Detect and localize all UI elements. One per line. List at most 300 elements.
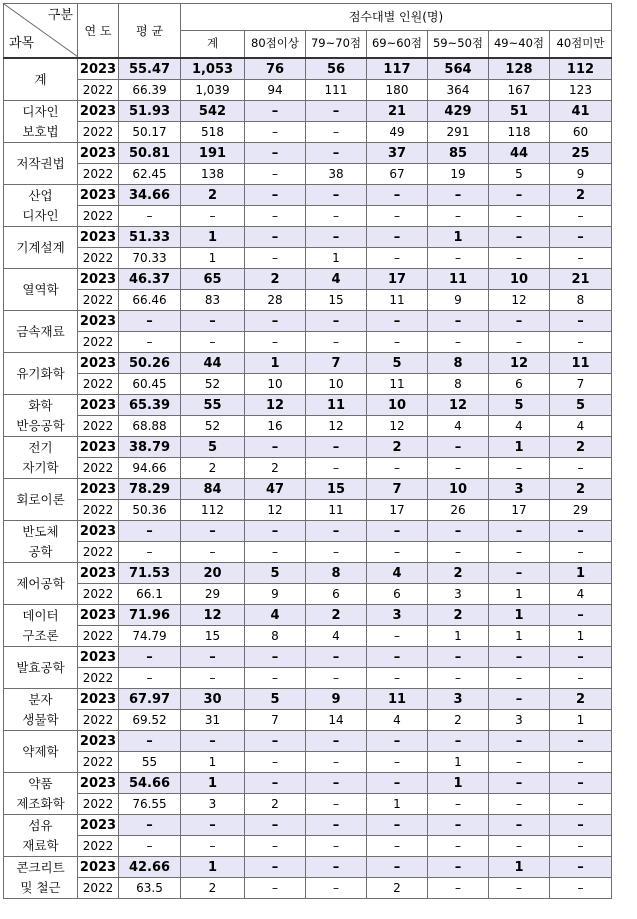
count-cell: – (306, 647, 367, 668)
count-cell: 12 (245, 500, 306, 521)
year-cell: 2023 (78, 773, 119, 794)
count-cell: 8 (428, 353, 489, 374)
count-cell: – (489, 731, 550, 752)
average-cell: 94.66 (119, 458, 181, 479)
year-cell: 2022 (78, 248, 119, 269)
count-cell: – (550, 458, 612, 479)
count-cell: 117 (367, 58, 428, 80)
count-cell: – (428, 332, 489, 353)
count-cell: 56 (306, 58, 367, 80)
count-cell: – (306, 332, 367, 353)
count-cell: 1 (489, 857, 550, 878)
year-cell: 2022 (78, 752, 119, 773)
average-cell: 60.45 (119, 374, 181, 395)
count-cell: 1 (489, 437, 550, 458)
count-cell: 51 (489, 101, 550, 122)
count-cell: 128 (489, 58, 550, 80)
count-cell: 1 (428, 752, 489, 773)
year-cell: 2022 (78, 794, 119, 815)
year-cell: 2023 (78, 227, 119, 248)
count-cell: – (367, 752, 428, 773)
count-cell: – (306, 542, 367, 563)
count-cell: – (245, 647, 306, 668)
average-cell: 71.96 (119, 605, 181, 626)
average-cell: 55.47 (119, 58, 181, 80)
count-cell: 47 (245, 479, 306, 500)
count-cell: – (428, 248, 489, 269)
count-cell: 11 (367, 689, 428, 710)
average-cell: 76.55 (119, 794, 181, 815)
subject-cell (4, 479, 78, 521)
subject-cell (4, 521, 78, 563)
count-cell: 542 (181, 101, 245, 122)
average-cell: – (119, 668, 181, 689)
count-cell: – (306, 836, 367, 857)
count-cell: – (550, 647, 612, 668)
subject-name: 전기 (28, 439, 53, 455)
count-cell: – (245, 248, 306, 269)
table-row (4, 626, 612, 647)
subject-cell (4, 773, 78, 815)
count-cell: – (489, 332, 550, 353)
count-cell: 2 (428, 710, 489, 731)
count-cell: 1,039 (181, 80, 245, 101)
count-cell: 1 (306, 248, 367, 269)
count-cell: – (428, 668, 489, 689)
count-cell: 1 (550, 563, 612, 584)
count-cell: 1 (181, 248, 245, 269)
table-row (4, 584, 612, 605)
count-cell: 30 (181, 689, 245, 710)
count-cell: 1 (489, 584, 550, 605)
count-cell: – (489, 458, 550, 479)
table-row (4, 269, 612, 290)
count-cell: – (550, 206, 612, 227)
count-cell: – (306, 101, 367, 122)
subject-cell (4, 269, 78, 311)
count-cell: 1 (181, 227, 245, 248)
average-cell: 50.36 (119, 500, 181, 521)
year-cell: 2023 (78, 101, 119, 122)
year-cell: 2022 (78, 122, 119, 143)
count-cell: – (367, 542, 428, 563)
count-cell: – (367, 521, 428, 542)
count-cell: – (367, 458, 428, 479)
average-cell: 51.33 (119, 227, 181, 248)
average-cell: 62.45 (119, 164, 181, 185)
subject-name: 반응공학 (16, 417, 65, 433)
count-cell: – (306, 143, 367, 164)
count-cell: – (428, 206, 489, 227)
count-cell: 29 (550, 500, 612, 521)
count-cell: – (428, 458, 489, 479)
subject-cell (4, 311, 78, 353)
count-cell: 10 (428, 479, 489, 500)
count-cell: 1 (367, 794, 428, 815)
count-cell: 1 (428, 626, 489, 647)
subject-name: 화학 (28, 397, 53, 413)
subject-name: 저작권법 (16, 155, 65, 171)
count-cell: 44 (181, 353, 245, 374)
count-cell: 12 (489, 353, 550, 374)
year-cell: 2023 (78, 353, 119, 374)
count-cell: – (367, 668, 428, 689)
table-row (4, 416, 612, 437)
average-cell: – (119, 815, 181, 836)
table-row (4, 563, 612, 584)
count-cell: 4 (245, 605, 306, 626)
count-cell: – (550, 521, 612, 542)
count-cell: – (245, 752, 306, 773)
count-cell: 19 (428, 164, 489, 185)
average-cell: 55 (119, 752, 181, 773)
count-cell: – (306, 752, 367, 773)
year-cell: 2023 (78, 689, 119, 710)
subject-name: 약품 (28, 775, 53, 791)
count-cell: 8 (550, 290, 612, 311)
count-cell: 14 (306, 710, 367, 731)
average-cell: 46.37 (119, 269, 181, 290)
count-cell: – (245, 206, 306, 227)
count-cell: 17 (367, 500, 428, 521)
count-cell: 15 (306, 479, 367, 500)
subject-cell (4, 227, 78, 269)
count-cell: 21 (367, 101, 428, 122)
header-col-0: 계 (181, 31, 245, 59)
count-cell: 2 (181, 185, 245, 206)
count-cell: 180 (367, 80, 428, 101)
count-cell: – (550, 311, 612, 332)
count-cell: – (306, 437, 367, 458)
table-row (4, 58, 612, 80)
count-cell: – (428, 857, 489, 878)
count-cell: – (428, 311, 489, 332)
count-cell: 191 (181, 143, 245, 164)
count-cell: 17 (489, 500, 550, 521)
count-cell: – (489, 206, 550, 227)
table-row (4, 836, 612, 857)
year-cell: 2022 (78, 80, 119, 101)
year-cell: 2022 (78, 416, 119, 437)
count-cell: 11 (306, 500, 367, 521)
year-cell: 2022 (78, 710, 119, 731)
year-cell: 2022 (78, 374, 119, 395)
count-cell: – (428, 542, 489, 563)
subject-name: 제조화학 (16, 795, 65, 811)
table-row (4, 521, 612, 542)
subject-name: 반도체 (22, 523, 59, 539)
count-cell: 1 (428, 773, 489, 794)
count-cell: 52 (181, 416, 245, 437)
subject-name: 공학 (28, 543, 53, 559)
count-cell: – (489, 227, 550, 248)
count-cell: – (245, 311, 306, 332)
table-row (4, 143, 612, 164)
count-cell: – (428, 647, 489, 668)
year-cell: 2022 (78, 542, 119, 563)
header-col-2: 79~70점 (306, 31, 367, 59)
count-cell: – (367, 815, 428, 836)
count-cell: 67 (367, 164, 428, 185)
count-cell: 2 (550, 689, 612, 710)
count-cell: – (306, 794, 367, 815)
score-distribution-table (3, 3, 612, 899)
count-cell: – (367, 248, 428, 269)
count-cell: 1 (489, 605, 550, 626)
count-cell: 3 (489, 479, 550, 500)
year-cell: 2023 (78, 395, 119, 416)
subject-name: 보호법 (22, 123, 59, 139)
count-cell: – (306, 731, 367, 752)
count-cell: – (181, 668, 245, 689)
subject-name: 금속재료 (16, 323, 65, 339)
count-cell: – (245, 731, 306, 752)
count-cell: 41 (550, 101, 612, 122)
count-cell: 15 (181, 626, 245, 647)
year-cell: 2022 (78, 458, 119, 479)
table-row (4, 248, 612, 269)
average-cell: 66.39 (119, 80, 181, 101)
year-cell: 2023 (78, 647, 119, 668)
table-row (4, 353, 612, 374)
count-cell: 3 (489, 710, 550, 731)
table-row (4, 185, 612, 206)
subject-cell (4, 857, 78, 899)
count-cell: – (245, 878, 306, 899)
count-cell: – (245, 773, 306, 794)
count-cell: – (428, 878, 489, 899)
count-cell: 60 (550, 122, 612, 143)
count-cell: – (245, 521, 306, 542)
count-cell: – (550, 542, 612, 563)
count-cell: 2 (550, 479, 612, 500)
count-cell: – (550, 815, 612, 836)
average-cell: 42.66 (119, 857, 181, 878)
table-row (4, 374, 612, 395)
count-cell: 31 (181, 710, 245, 731)
count-cell: 364 (428, 80, 489, 101)
average-cell: – (119, 542, 181, 563)
subject-name: 디자인 (22, 103, 59, 119)
count-cell: 2 (428, 563, 489, 584)
year-cell: 2022 (78, 290, 119, 311)
average-cell: 65.39 (119, 395, 181, 416)
count-cell: 1 (550, 710, 612, 731)
average-cell: – (119, 332, 181, 353)
count-cell: – (245, 437, 306, 458)
count-cell: 12 (181, 605, 245, 626)
count-cell: – (245, 164, 306, 185)
average-cell: 71.53 (119, 563, 181, 584)
subject-cell (4, 101, 78, 143)
count-cell: 76 (245, 58, 306, 80)
table-row (4, 395, 612, 416)
count-cell: 1 (181, 857, 245, 878)
count-cell: 4 (306, 626, 367, 647)
count-cell: – (489, 836, 550, 857)
table-row (4, 647, 612, 668)
subject-cell (4, 647, 78, 689)
count-cell: 2 (181, 878, 245, 899)
average-cell: – (119, 647, 181, 668)
count-cell: – (489, 689, 550, 710)
count-cell: 167 (489, 80, 550, 101)
count-cell: – (550, 332, 612, 353)
count-cell: 29 (181, 584, 245, 605)
count-cell: – (550, 794, 612, 815)
count-cell: – (245, 836, 306, 857)
table-row (4, 815, 612, 836)
count-cell: – (306, 521, 367, 542)
count-cell: 564 (428, 58, 489, 80)
count-cell: – (367, 773, 428, 794)
table-row (4, 668, 612, 689)
count-cell: 4 (367, 710, 428, 731)
count-cell: 5 (367, 353, 428, 374)
table-row (4, 332, 612, 353)
average-cell: 66.46 (119, 290, 181, 311)
count-cell: 9 (306, 689, 367, 710)
count-cell: 4 (489, 416, 550, 437)
count-cell: 55 (181, 395, 245, 416)
count-cell: – (489, 878, 550, 899)
count-cell: 9 (550, 164, 612, 185)
count-cell: 2 (181, 458, 245, 479)
count-cell: – (367, 311, 428, 332)
subject-cell (4, 563, 78, 605)
count-cell: 11 (367, 290, 428, 311)
count-cell: 21 (550, 269, 612, 290)
header-average: 평 균 (119, 4, 181, 59)
subject-cell (4, 353, 78, 395)
count-cell: – (550, 857, 612, 878)
average-cell: 54.66 (119, 773, 181, 794)
average-cell: 50.17 (119, 122, 181, 143)
count-cell: – (367, 227, 428, 248)
table-row (4, 500, 612, 521)
year-cell: 2023 (78, 311, 119, 332)
average-cell: – (119, 311, 181, 332)
count-cell: 3 (428, 689, 489, 710)
count-cell: – (245, 101, 306, 122)
count-cell: 1 (550, 626, 612, 647)
count-cell: – (245, 815, 306, 836)
count-cell: 2 (367, 437, 428, 458)
average-cell: 66.1 (119, 584, 181, 605)
count-cell: 7 (550, 374, 612, 395)
count-cell: 1 (428, 227, 489, 248)
count-cell: 65 (181, 269, 245, 290)
count-cell: 6 (489, 374, 550, 395)
count-cell: – (428, 185, 489, 206)
count-cell: 1 (181, 752, 245, 773)
count-cell: 11 (306, 395, 367, 416)
count-cell: 12 (428, 395, 489, 416)
count-cell: – (550, 731, 612, 752)
count-cell: – (181, 836, 245, 857)
average-cell: 38.79 (119, 437, 181, 458)
table-row (4, 710, 612, 731)
count-cell: – (489, 815, 550, 836)
year-cell: 2023 (78, 437, 119, 458)
average-cell: 51.93 (119, 101, 181, 122)
subject-name: 산업 (28, 187, 53, 203)
table-row (4, 458, 612, 479)
year-cell: 2022 (78, 836, 119, 857)
count-cell: – (245, 857, 306, 878)
count-cell: – (181, 542, 245, 563)
count-cell: 9 (245, 584, 306, 605)
count-cell: – (367, 731, 428, 752)
count-cell: 5 (489, 164, 550, 185)
subject-name: 구조론 (22, 627, 59, 643)
count-cell: 6 (367, 584, 428, 605)
average-cell: – (119, 836, 181, 857)
count-cell: 12 (367, 416, 428, 437)
year-cell: 2022 (78, 206, 119, 227)
average-cell: 70.33 (119, 248, 181, 269)
count-cell: 12 (306, 416, 367, 437)
count-cell: 85 (428, 143, 489, 164)
subject-name: 자기학 (22, 459, 59, 475)
count-cell: – (181, 311, 245, 332)
count-cell: 5 (181, 437, 245, 458)
count-cell: – (428, 815, 489, 836)
count-cell: 291 (428, 122, 489, 143)
count-cell: 28 (245, 290, 306, 311)
subject-name: 데이터 (22, 607, 59, 623)
average-cell: 50.26 (119, 353, 181, 374)
table-row (4, 794, 612, 815)
header-col-4: 59~50점 (428, 31, 489, 59)
count-cell: – (306, 878, 367, 899)
table-row (4, 731, 612, 752)
year-cell: 2022 (78, 584, 119, 605)
table-row (4, 80, 612, 101)
count-cell: – (306, 458, 367, 479)
count-cell: 5 (550, 395, 612, 416)
table-row (4, 752, 612, 773)
count-cell: 20 (181, 563, 245, 584)
count-cell: – (181, 206, 245, 227)
count-cell: – (306, 857, 367, 878)
count-cell: 44 (489, 143, 550, 164)
count-cell: 4 (428, 416, 489, 437)
count-cell: 2 (245, 458, 306, 479)
year-cell: 2023 (78, 269, 119, 290)
count-cell: 17 (367, 269, 428, 290)
count-cell: 11 (428, 269, 489, 290)
year-cell: 2023 (78, 521, 119, 542)
count-cell: – (489, 647, 550, 668)
count-cell: 1 (489, 626, 550, 647)
count-cell: – (489, 773, 550, 794)
subject-cell (4, 815, 78, 857)
count-cell: 1 (245, 353, 306, 374)
table-row (4, 479, 612, 500)
count-cell: 2 (306, 605, 367, 626)
count-cell: 1,053 (181, 58, 245, 80)
count-cell: – (245, 668, 306, 689)
count-cell: 8 (245, 626, 306, 647)
header-score-group: 점수대별 인원(명) (181, 4, 612, 31)
header-col-3: 69~60점 (367, 31, 428, 59)
table-row (4, 437, 612, 458)
subject-name: 열역학 (22, 281, 59, 297)
subject-cell (4, 395, 78, 437)
average-cell: – (119, 731, 181, 752)
average-cell: – (119, 521, 181, 542)
